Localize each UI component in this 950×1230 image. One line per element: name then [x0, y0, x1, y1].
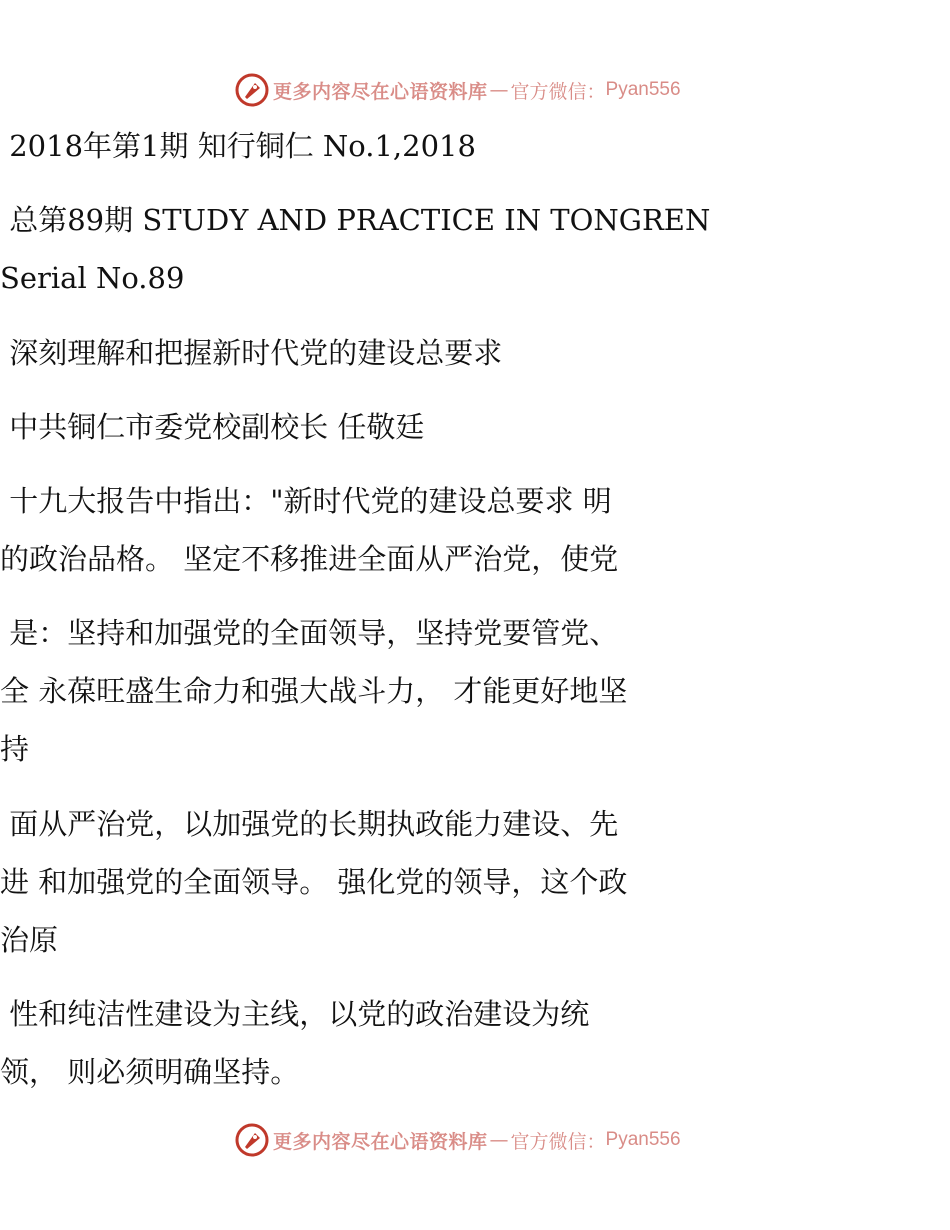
- watermark-wechat-id: Pyan556: [605, 79, 681, 100]
- body-line: 是：坚持和加强党的全面领导，坚持党要管党、: [0, 616, 619, 650]
- article-author: 中共铜仁市委党校副校长 任敬廷: [0, 410, 425, 444]
- body-line: 领， 则必须明确坚持。: [0, 1055, 300, 1089]
- watermark-dash: —: [489, 1129, 509, 1151]
- body-line: 持: [0, 732, 30, 766]
- watermark-official-label: 官方微信：: [510, 1130, 606, 1153]
- watermark-banner-top: [235, 72, 681, 108]
- watermark-banner-bottom: [235, 1122, 681, 1158]
- body-line: 性和纯洁性建设为主线，以党的政治建设为统: [0, 997, 590, 1031]
- serial-line-continued: Serial No.89: [0, 261, 185, 295]
- body-line: 治原: [0, 923, 59, 957]
- body-line: 进 和加强党的全面领导。 强化党的领导，这个政: [0, 865, 628, 899]
- pen-nib-logo-icon: [235, 73, 269, 107]
- article-title: 深刻理解和把握新时代党的建设总要求: [0, 336, 503, 370]
- serial-line: 总第89期 STUDY AND PRACTICE IN TONGREN: [0, 203, 711, 237]
- watermark-dash: —: [489, 79, 509, 101]
- body-line: 十九大报告中指出："新时代党的建设总要求 明: [0, 484, 612, 518]
- pen-nib-logo-icon: [235, 1123, 269, 1157]
- body-line: 面从严治党，以加强党的长期执政能力建设、先: [0, 807, 619, 841]
- body-line: 的政治品格。 坚定不移推进全面从严治党，使党: [0, 542, 619, 576]
- watermark-text: 更多内容尽在心语资料库: [273, 1130, 488, 1153]
- watermark-text: 更多内容尽在心语资料库: [273, 80, 488, 103]
- watermark-wechat-id: Pyan556: [605, 1129, 681, 1150]
- watermark-official-label: 官方微信：: [510, 80, 606, 103]
- issue-line: 2018年第1期 知行铜仁 No.1,2018: [0, 129, 476, 163]
- body-line: 全 永葆旺盛生命力和强大战斗力， 才能更好地坚: [0, 674, 628, 708]
